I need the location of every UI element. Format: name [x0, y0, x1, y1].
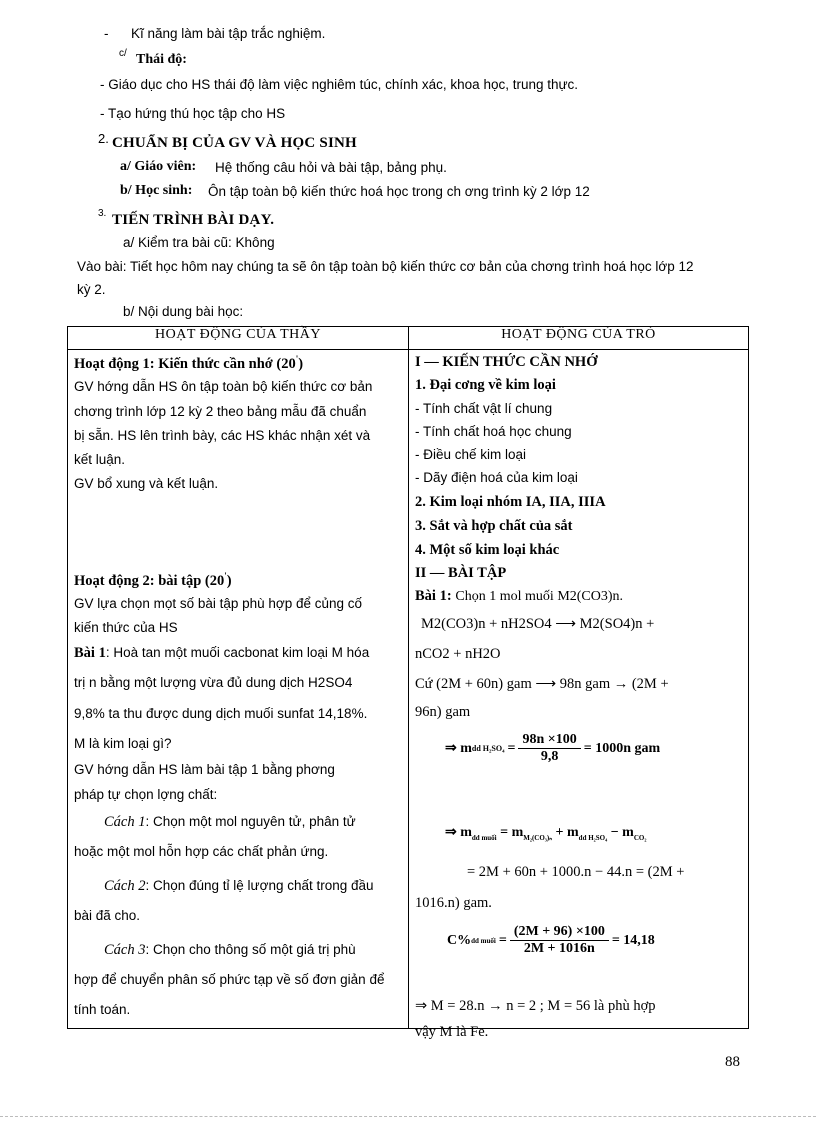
activity-2-title: Hoạt động 2: bài tập (20'): [74, 571, 232, 589]
teacher-prep-text: Hệ thống câu hỏi và bài tập, bảng phụ.: [215, 160, 447, 175]
knowledge-bullet-2: - Tính chất hoá học chung: [415, 424, 572, 439]
knowledge-item-2: 2. Kim loại nhóm IA, IIA, IIIA: [415, 494, 606, 510]
exercise-1-choice: Bài 1: Chọn 1 mol muối M2(CO3)n.: [415, 588, 624, 604]
attitude-line-1: - Giáo dục cho HS thái độ làm việc nghiêm túc, chính xác, khoa học, trung thực.: [100, 77, 579, 92]
mass-ratio-line: Cứ (2M + 60n) gam ⟶ 98n gam → (2M +: [415, 676, 669, 692]
reaction-equation: M2(CO3)n + nH2SO4 ⟶ M2(SO4)n +: [421, 616, 655, 632]
exercise-1-line-2: trị n bằng một lượng vừa đủ dung dịch H2SO4: [74, 675, 353, 690]
salt-mass-result-cont: 1016.n) gam.: [415, 895, 492, 911]
activity-1-line-2: chơng trình lớp 12 kỳ 2 theo bảng mẫu đã chuẩn: [74, 404, 367, 419]
student-prep-text: Ôn tập toàn bộ kiến thức hoá học trong ch ơng trình kỳ 2 lớp 12: [208, 184, 590, 199]
method-2-line-1: Cách 2: Chọn đúng tỉ lệ lượng chất trong đầu: [104, 878, 374, 894]
formula-salt-solution-mass: ⇒ $m_{dd muối} = m_{M_2(CO_3)_n} + m_{dd H_2SO_4} - m_{CO_2}$: [445, 825, 647, 842]
activity-1-line-3: bị sẵn. HS lên trình bày, các HS khác nhận xét và: [74, 428, 371, 443]
knowledge-bullet-3: - Điều chế kim loại: [415, 447, 527, 462]
student-column-header: HOẠT ĐỘNG CỦA TRÒ: [409, 327, 749, 350]
knowledge-section-title: I — KIẾN THỨC CẦN NHỚ: [415, 354, 598, 370]
knowledge-item-4: 4. Một số kim loại khác: [415, 542, 560, 558]
knowledge-bullet-4: - Dãy điện hoá của kim loại: [415, 470, 578, 485]
lesson-content-label: b/ Nội dung bài học:: [123, 304, 244, 319]
section-3-title: TIẾN TRÌNH BÀI DẠY.: [112, 212, 275, 228]
attitude-line-2: - Tạo hứng thú học tập cho HS: [100, 106, 286, 121]
section-2-number: 2.: [98, 131, 109, 146]
guide-line-1: GV hớng dẫn HS làm bài tập 1 bằng phơng: [74, 762, 335, 777]
method-3-line-2: hợp để chuyển phân số phức tạp về số đơn giản để: [74, 972, 385, 987]
skill-dash: -: [104, 26, 109, 41]
activity-2-line-2: kiến thức của HS: [74, 620, 178, 635]
page-number: 88: [725, 1054, 740, 1070]
skill-text: Kĩ năng làm bài tập trắc nghiệm.: [131, 26, 326, 41]
salt-mass-result: = 2M + 60n + 1000.n − 44.n = (2M +: [467, 864, 685, 880]
student-column: [409, 350, 749, 1040]
conclusion-answer: vậy M là Fe.: [415, 1024, 489, 1040]
activity-1-line-5: GV bổ xung và kết luận.: [74, 476, 219, 491]
exercise-section-title: II — BÀI TẬP: [415, 565, 507, 581]
method-3-line-1: Cách 3: Chọn cho thông số một giá trị phù: [104, 942, 356, 958]
activity-1-line-4: kết luận.: [74, 452, 126, 467]
method-1-line-2: hoặc một mol hỗn hợp các chất phản ứng.: [74, 844, 329, 859]
method-3-line-3: tính toán.: [74, 1002, 131, 1017]
activity-1-line-1: GV hớng dẫn HS ôn tập toàn bộ kiến thức cơ bản: [74, 379, 373, 394]
teacher-column-header: HOẠT ĐỘNG CỦA THẦY: [68, 327, 409, 350]
conclusion-line: ⇒ M = 28.n → n = 2 ; M = 56 là phù hợp: [415, 998, 656, 1014]
activity-1-title: Hoạt động 1: Kiến thức cần nhớ (20'): [74, 354, 304, 372]
teacher-prep-label: a/ Giáo viên:: [120, 159, 197, 174]
activity-table: [67, 326, 749, 1040]
exercise-1-line-1: Bài 1: Hoà tan một muối cacbonat kim loại M hóa: [74, 645, 370, 661]
knowledge-item-3: 3. Sắt và hợp chất của sắt: [415, 518, 573, 534]
intro-line-1: Vào bài: Tiết học hôm nay chúng ta sẽ ôn tập toàn bộ kiến thức cơ bản của chơng trình hoá học lớp 12: [77, 259, 694, 274]
reaction-equation-cont: nCO2 + nH2O: [415, 646, 501, 662]
guide-line-2: pháp tự chọn lợng chất:: [74, 787, 218, 802]
activity-2-line-1: GV lựa chọn mọt số bài tập phù hợp để củng cố: [74, 596, 363, 611]
knowledge-bullet-1: - Tính chất vật lí chung: [415, 401, 553, 416]
check-old-lesson: a/ Kiểm tra bài cũ: Không: [123, 235, 275, 250]
knowledge-item-1: 1. Đại cơng về kim loại: [415, 377, 556, 393]
method-1-line-1: Cách 1: Chọn một mol nguyên tử, phân tử: [104, 814, 356, 830]
student-prep-label: b/ Học sinh:: [120, 183, 193, 198]
attitude-marker: c/: [119, 48, 127, 59]
section-2-title: CHUẨN BỊ CỦA GV VÀ HỌC SINH: [112, 135, 357, 151]
teacher-column: [68, 350, 409, 1029]
intro-line-2: kỳ 2.: [77, 282, 106, 297]
exercise-1-line-3: 9,8% ta thu được dung dịch muối sunfat 14,18%.: [74, 706, 368, 721]
attitude-title: Thái độ:: [136, 52, 187, 67]
mass-ratio-line-cont: 96n) gam: [415, 704, 471, 720]
page-bottom-divider: [0, 1116, 816, 1123]
section-3-number: 3.: [98, 208, 107, 219]
formula-solution-mass: ⇒ m dd H₂SO₄ = $\frac{98n \times 100}{9,8}$ = 1000n gam: [445, 732, 661, 764]
formula-concentration: C% dd muối = $\frac{(2M + 96) \times 100}{2M + 1016n}$ = 14,18: [447, 924, 655, 956]
method-2-line-2: bài đã cho.: [74, 908, 141, 923]
exercise-1-line-4: M là kim loại gì?: [74, 736, 172, 751]
